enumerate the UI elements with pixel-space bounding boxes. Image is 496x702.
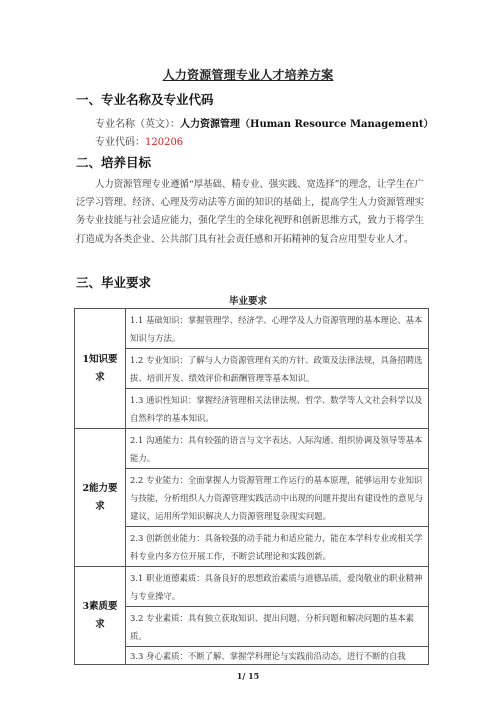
training-goal-paragraph: 人力资源管理专业遵循“厚基础、精专业、强实践、宽选择”的理念，让学生在广泛学习管理、经济、心理及劳动法等方面的知识的基础上，提高学生人力资源管理实务专业技能与社会适应能力，强化学生的全球化视野和创新思维方式，致力于将学生打造成为各类企业、公共部门具有社会责任感和开拓精神的复合应用型专业人才。 bbox=[76, 179, 424, 245]
table-row bbox=[75, 607, 429, 647]
requirement-1-3: 1.3 通识性知识：掌握经济管理相关法律法规、哲学、数学等人文社会科学以及自然科学的基本知识。 bbox=[126, 389, 429, 429]
table-row bbox=[75, 429, 429, 469]
major-name-line bbox=[95, 115, 433, 130]
table-caption: 毕业要求 bbox=[228, 296, 267, 307]
major-name-label: 专业名称（英文）： bbox=[95, 119, 180, 130]
category-ability: 2能力要求 bbox=[75, 429, 126, 567]
table-row bbox=[75, 527, 429, 567]
page-number: 1/ 15 bbox=[236, 671, 260, 681]
graduation-requirements-table bbox=[74, 308, 429, 665]
requirement-3-2: 3.2 专业素质：具有独立获取知识、提出问题、分析问题和解决问题的基本素质。 bbox=[126, 607, 429, 647]
table-row bbox=[75, 349, 429, 389]
section-3-heading: 三、毕业要求 bbox=[76, 275, 152, 290]
table-row bbox=[75, 389, 429, 429]
major-code-label: 专业代码： bbox=[95, 137, 145, 148]
table-row bbox=[75, 309, 429, 349]
table-row bbox=[75, 469, 429, 527]
major-code-value: 120206 bbox=[145, 137, 184, 148]
table-row bbox=[75, 567, 429, 607]
category-knowledge: 1知识要求 bbox=[75, 309, 126, 429]
requirement-2-2: 2.2 专业能力：全面掌握人力资源管理工作运行的基本原理，能够运用专业知识与技能，分析组织人力资源管理实践活动中出现的问题并提出有建设性的意见与建议，运用所学知识解决人力资源管理复杂现实问题。 bbox=[126, 469, 429, 527]
section-1-heading: 一、专业名称及专业代码 bbox=[76, 92, 214, 107]
table-row bbox=[75, 647, 429, 665]
requirement-3-3: 3.3 身心素质：不断了解、掌握学科理论与实践前沿动态，进行不断的自我 bbox=[126, 647, 429, 665]
requirement-2-1: 2.1 沟通能力：具有较强的语言与文字表达、人际沟通、组织协调及领导等基本能力。 bbox=[126, 429, 429, 469]
category-quality: 3素质要求 bbox=[75, 567, 126, 665]
requirement-1-1: 1.1 基础知识：掌握管理学、经济学、心理学及人力资源管理的基本理论、基本知识与方法。 bbox=[126, 309, 429, 349]
requirement-2-3: 2.3 创新创业能力：具备较强的动手能力和适应能力，能在本学科专业或相关学科专业内多方位开展工作，不断尝试理论和实践创新。 bbox=[126, 527, 429, 567]
major-code-line bbox=[95, 133, 183, 148]
major-name-value: 人力资源管理（Human Resource Management） bbox=[180, 119, 434, 130]
requirement-3-1: 3.1 职业道德素质：具备良好的思想政治素质与道德品质，爱岗敬业的职业精神与专业操守。 bbox=[126, 567, 429, 607]
section-2-heading: 二、培养目标 bbox=[76, 155, 152, 170]
requirement-1-2: 1.2 专业知识：了解与人力资源管理有关的方针、政策及法律法规，具备招聘选拔、培训开发、绩效评价和薪酬管理等基本知识。 bbox=[126, 349, 429, 389]
document-title: 人力资源管理专业人才培养方案 bbox=[162, 68, 334, 82]
